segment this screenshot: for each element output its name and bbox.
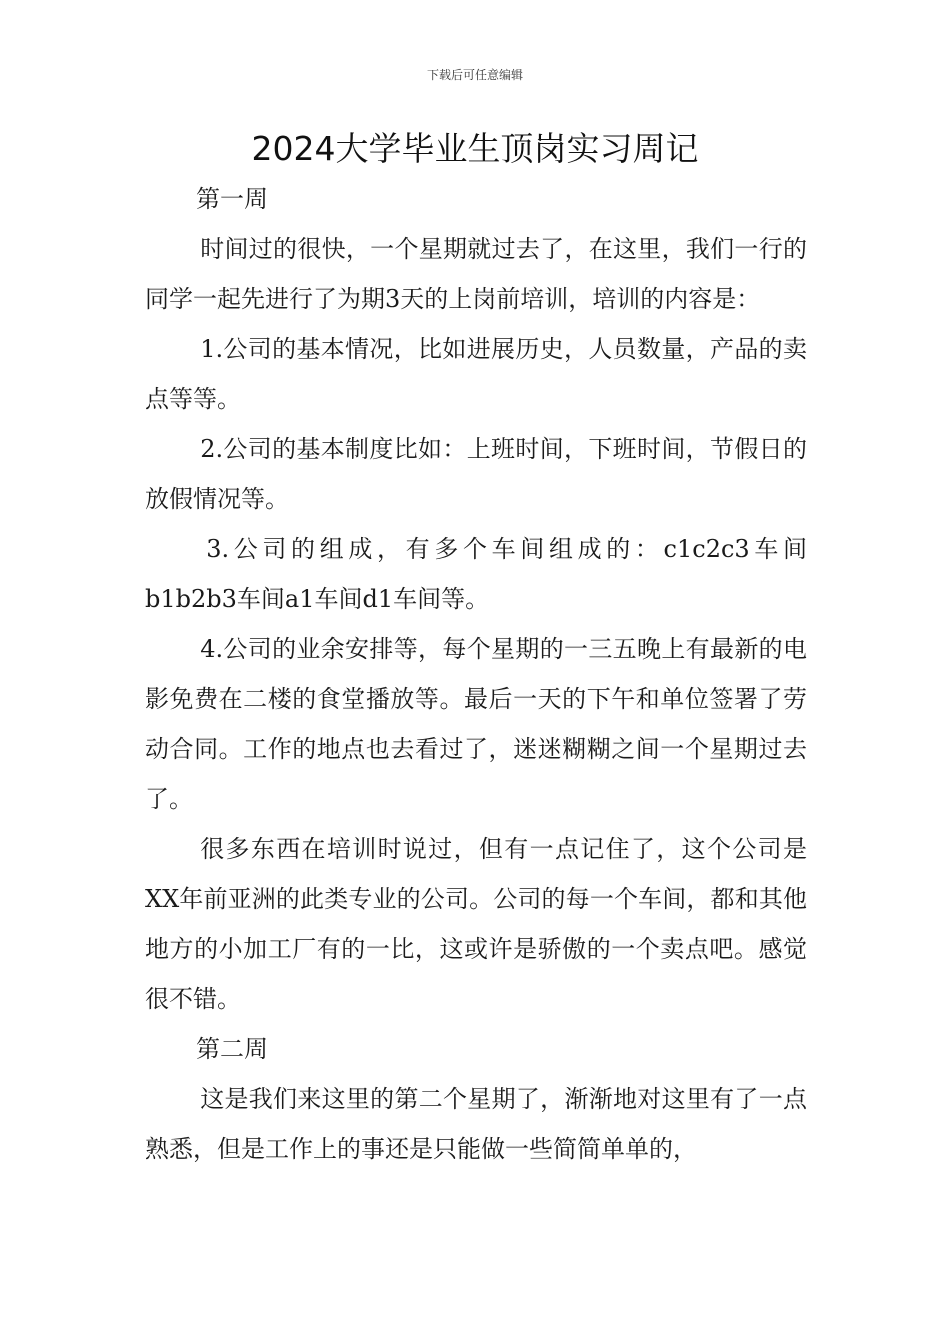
paragraph-item-3: 3.公司的组成，有多个车间组成的：c1c2c3车间b1b2b3车间a1车间d1车间等。 <box>145 535 807 613</box>
week-heading-1: 第一周 <box>196 185 268 213</box>
page-header-note: 下载后可任意编辑 <box>426 68 523 82</box>
paragraph-item-2: 2.公司的基本制度比如：上班时间，下班时间，节假日的放假情况等。 <box>145 435 807 513</box>
document-body <box>145 174 807 1174</box>
paragraph-week2-intro: 这是我们来这里的第二个星期了，渐渐地对这里有了一点熟悉，但是工作上的事还是只能做一些简简单单的， <box>145 1085 807 1163</box>
paragraph-item-1: 1.公司的基本情况，比如进展历史，人员数量，产品的卖点等等。 <box>145 335 807 413</box>
paragraph-intro: 时间过的很快，一个星期就过去了，在这里，我们一行的同学一起先进行了为期3天的上岗前培训，培训的内容是： <box>145 235 807 313</box>
week-heading-2: 第二周 <box>196 1035 268 1063</box>
paragraph-item-4: 4.公司的业余安排等，每个星期的一三五晚上有最新的电影免费在二楼的食堂播放等。最后一天的下午和单位签署了劳动合同。工作的地点也去看过了，迷迷糊糊之间一个星期过去了。 <box>145 635 807 813</box>
document-title: 2024大学毕业生顶岗实习周记 <box>251 129 699 168</box>
paragraph-reflection: 很多东西在培训时说过，但有一点记住了，这个公司是XX年前亚洲的此类专业的公司。公司的每一个车间，都和其他地方的小加工厂有的一比，这或许是骄傲的一个卖点吧。感觉很不错。 <box>145 835 807 1013</box>
